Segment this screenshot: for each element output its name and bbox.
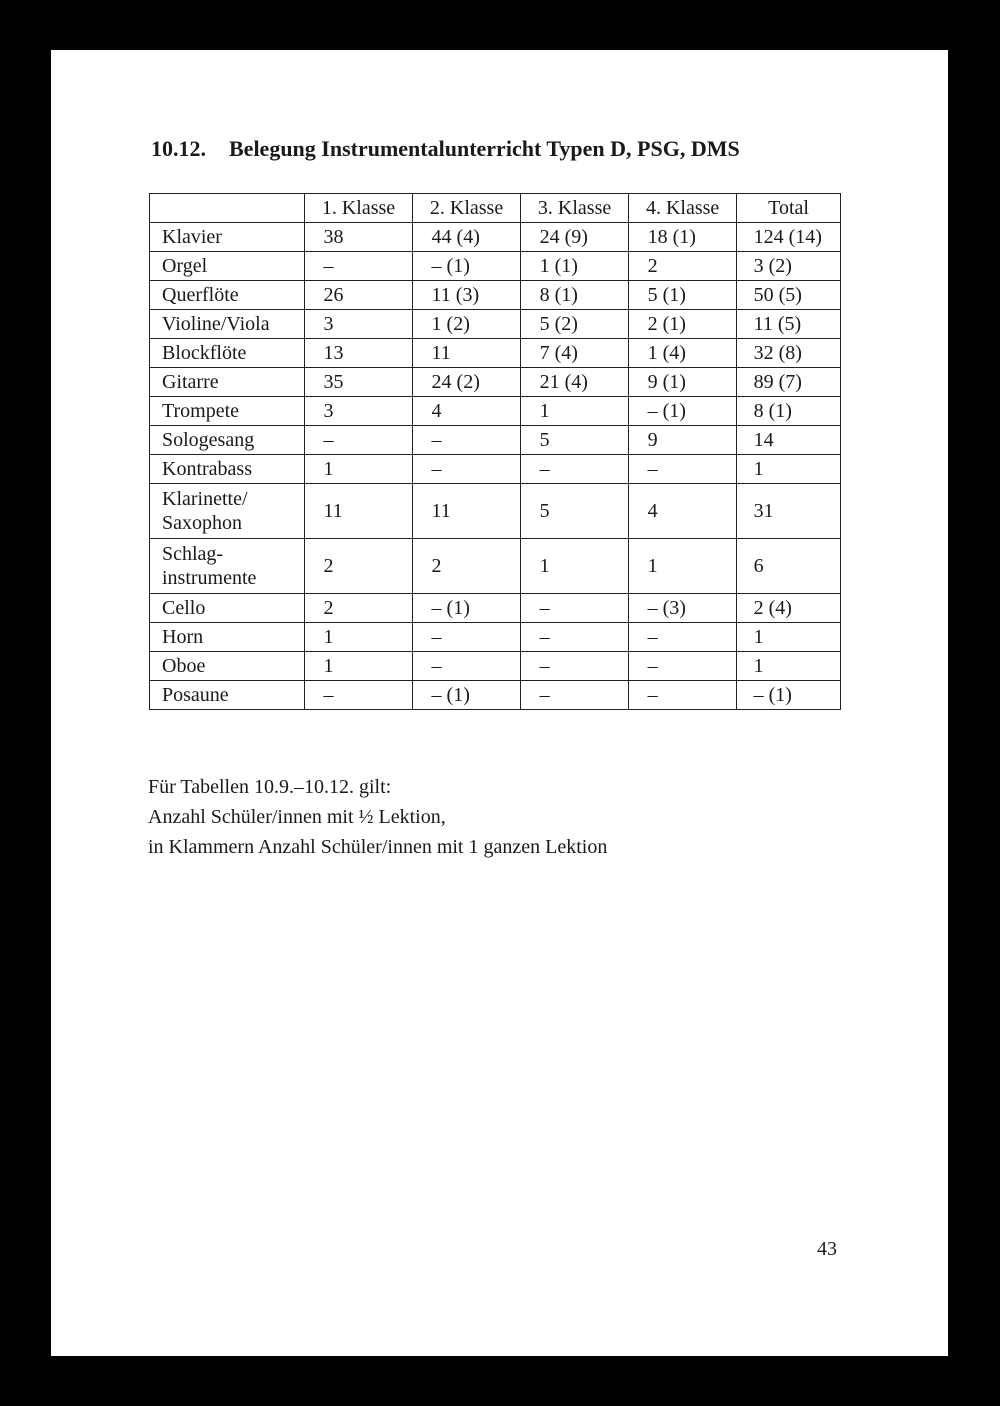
header-cell-empty [150,194,305,223]
cell-value: – [323,255,334,277]
table-cell [521,252,629,281]
table-cell [305,397,413,426]
table-cell [305,310,413,339]
cell-value: 2 (4) [753,597,792,619]
table-cell [629,681,737,710]
table-cell [629,594,737,623]
table-cell [521,681,629,710]
instrument-label: Gitarre [150,368,305,397]
table-row [150,539,841,594]
cell-value: 26 [323,284,344,306]
cell-value: 5 [539,500,550,522]
table-row [150,594,841,623]
document-page [51,50,948,1356]
table-row [150,223,841,252]
cell-value: 4 [431,400,442,422]
table-cell [629,223,737,252]
cell-value: – (3) [647,597,686,619]
table-cell [413,223,521,252]
cell-value: 6 [753,555,764,577]
cell-value: 1 [753,655,764,677]
table-cell [305,484,413,539]
table-cell [305,252,413,281]
section-heading [151,136,740,162]
header-cell: Total [737,194,841,223]
cell-value: 1 (1) [539,255,578,277]
table-cell [629,368,737,397]
table-cell [737,281,841,310]
table-cell [737,426,841,455]
table-cell [737,397,841,426]
instrument-label: Querflöte [150,281,305,310]
table-cell [521,623,629,652]
table-cell [521,310,629,339]
instrument-label: Trompete [150,397,305,426]
table-row [150,681,841,710]
table-row [150,623,841,652]
table-cell [413,339,521,368]
table-cell [521,281,629,310]
table-cell [521,652,629,681]
cell-value: 18 (1) [647,226,696,248]
cell-value: – (1) [431,597,470,619]
table-row [150,484,841,539]
instrument-label: Horn [150,623,305,652]
cell-value: – [323,684,334,706]
header-cell: 2. Klasse [413,194,521,223]
cell-value: 1 [539,400,550,422]
instrument-label: Kontrabass [150,455,305,484]
table-cell [413,594,521,623]
table-cell [305,223,413,252]
instrument-label: Posaune [150,681,305,710]
cell-value: 24 (9) [539,226,588,248]
cell-value: 1 (2) [431,313,470,335]
table-cell [737,252,841,281]
table-cell [629,339,737,368]
instrument-label: Cello [150,594,305,623]
cell-value: 1 [323,655,334,677]
table-cell [737,681,841,710]
table-cell [629,281,737,310]
cell-value: 8 (1) [753,400,792,422]
table-cell [629,652,737,681]
cell-value: 24 (2) [431,371,480,393]
cell-value: 9 (1) [647,371,686,393]
table-row [150,397,841,426]
cell-value: 4 [647,500,658,522]
cell-value: – [539,626,550,648]
table-note [148,772,607,862]
table-cell [521,397,629,426]
table-cell [413,310,521,339]
table-cell [629,539,737,594]
table-cell [521,223,629,252]
table-row [150,310,841,339]
table-cell [305,281,413,310]
header-cell: 1. Klasse [305,194,413,223]
table-cell [305,426,413,455]
table-cell [737,623,841,652]
cell-value: – [647,626,658,648]
table-cell [413,681,521,710]
cell-value: 35 [323,371,344,393]
note-line: Für Tabellen 10.9.–10.12. gilt: [148,776,392,798]
cell-value: – [539,597,550,619]
table-cell [737,310,841,339]
table-row [150,652,841,681]
cell-value: 2 [323,597,334,619]
cell-value: – [539,458,550,480]
table-cell [737,455,841,484]
table-cell [413,623,521,652]
table-row [150,339,841,368]
cell-value: 44 (4) [431,226,480,248]
cell-value: – [647,458,658,480]
cell-value: 2 [647,255,658,277]
instrument-label: Orgel [150,252,305,281]
cell-value: – [539,684,550,706]
table-cell [413,426,521,455]
table-body [150,223,841,710]
table-cell [413,539,521,594]
cell-value: 2 [431,555,442,577]
table-cell [737,223,841,252]
cell-value: 11 [431,500,451,522]
instrument-label: Klarinette/ Saxophon [150,484,305,539]
table-row [150,368,841,397]
table-cell [629,623,737,652]
section-title: Belegung Instrumentalunterricht Typen D, PSG, DMS [229,136,740,161]
table-cell [305,623,413,652]
table-cell [305,368,413,397]
table-cell [305,539,413,594]
cell-value: – [431,429,442,451]
cell-value: – (1) [431,684,470,706]
table-cell [305,652,413,681]
cell-value: – [647,684,658,706]
cell-value: 5 (2) [539,313,578,335]
table-cell [629,310,737,339]
instrument-label: Violine/Viola [150,310,305,339]
table-row [150,455,841,484]
table-cell [629,397,737,426]
table-cell [737,539,841,594]
section-number: 10.12. [151,136,206,161]
cell-value: – [431,655,442,677]
instrument-label: Blockflöte [150,339,305,368]
cell-value: 5 (1) [647,284,686,306]
cell-value: 2 (1) [647,313,686,335]
cell-value: 38 [323,226,344,248]
table-cell [521,339,629,368]
cell-value: – [647,655,658,677]
cell-value: 32 (8) [753,342,802,364]
cell-value: 13 [323,342,344,364]
cell-value: 3 [323,313,334,335]
table-cell [521,484,629,539]
table-row [150,252,841,281]
cell-value: 1 [753,626,764,648]
cell-value: 11 (5) [753,313,802,335]
table-cell [305,594,413,623]
cell-value: 21 (4) [539,371,588,393]
table-cell [521,426,629,455]
cell-value: 2 [323,555,334,577]
table-cell [305,681,413,710]
table-cell [413,484,521,539]
cell-value: 1 [753,458,764,480]
cell-value: 7 (4) [539,342,578,364]
cell-value: 89 (7) [753,371,802,393]
instrument-label: Klavier [150,223,305,252]
table-cell [737,368,841,397]
cell-value: 1 [539,555,550,577]
table-cell [413,252,521,281]
cell-value: 8 (1) [539,284,578,306]
cell-value: 1 [647,555,658,577]
table-cell [629,455,737,484]
table-cell [521,455,629,484]
table-cell [413,652,521,681]
cell-value: 1 (4) [647,342,686,364]
table-cell [521,539,629,594]
cell-value: 3 (2) [753,255,792,277]
cell-value: 124 (14) [753,226,822,248]
cell-value: – [431,458,442,480]
table-cell [629,252,737,281]
table-row [150,281,841,310]
table-cell [413,368,521,397]
table-cell [305,339,413,368]
table-cell [737,594,841,623]
cell-value: 14 [753,429,774,451]
cell-value: – [323,429,334,451]
page-number: 43 [817,1238,837,1260]
table-cell [413,455,521,484]
cell-value: 11 [431,342,451,364]
table-cell [413,397,521,426]
cell-value: – [539,655,550,677]
note-line: Anzahl Schüler/innen mit ½ Lektion, [148,806,446,828]
cell-value: 1 [323,626,334,648]
header-cell: 4. Klasse [629,194,737,223]
cell-value: – (1) [647,400,686,422]
header-cell: 3. Klasse [521,194,629,223]
instrument-label: Schlag- instrumente [150,539,305,594]
instrument-table [149,193,841,710]
table-header-row [150,194,841,223]
cell-value: 11 [323,500,343,522]
table-row [150,426,841,455]
table-cell [737,652,841,681]
cell-value: 5 [539,429,550,451]
table-cell [629,426,737,455]
cell-value: 1 [323,458,334,480]
table-cell [521,594,629,623]
instrument-label: Oboe [150,652,305,681]
cell-value: 3 [323,400,334,422]
table-cell [737,339,841,368]
cell-value: – (1) [431,255,470,277]
table-cell [737,484,841,539]
note-line: in Klammern Anzahl Schüler/innen mit 1 ganzen Lektion [148,836,608,858]
cell-value: – (1) [753,684,792,706]
table-cell [305,455,413,484]
cell-value: 9 [647,429,658,451]
table-cell [413,281,521,310]
cell-value: 31 [753,500,774,522]
instrument-label: Sologesang [150,426,305,455]
table-cell [521,368,629,397]
cell-value: 11 (3) [431,284,480,306]
table-cell [629,484,737,539]
cell-value: 50 (5) [753,284,802,306]
cell-value: – [431,626,442,648]
